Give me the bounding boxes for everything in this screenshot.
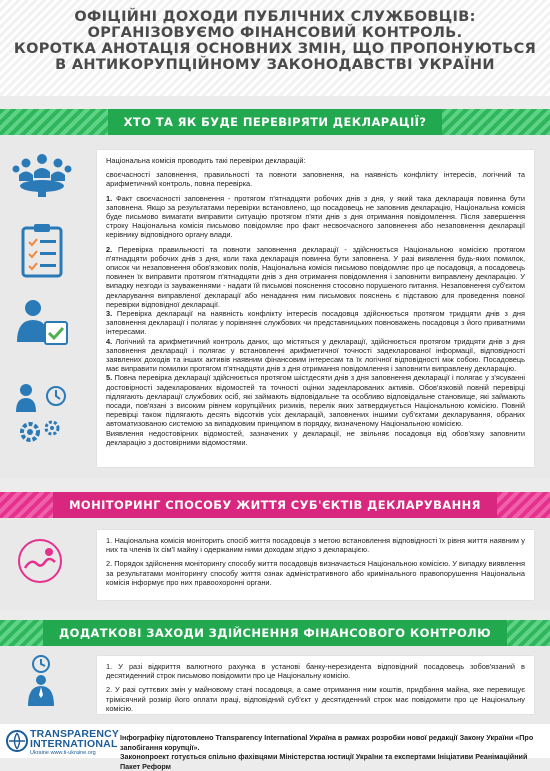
section-3-title-bar xyxy=(0,620,550,646)
meeting-people-icon xyxy=(12,150,72,198)
page-title-line-2: ОРГАНІЗОВУЄМО ФІНАНСОВИЙ КОНТРОЛЬ. xyxy=(87,25,463,41)
section-1-card xyxy=(97,150,534,467)
additional-paragraph-1: 1. У разі відкриття валютного рахунка в установі банку-нерезидента відповідний посадовець зобов'язаний в десятиденний строк письмово повідомити про це Національну комісію. xyxy=(106,662,525,681)
paragraph-2-number: 2. xyxy=(106,244,113,254)
paragraph-2 xyxy=(106,245,525,309)
org-subtitle: Ukraine www.ti-ukraine.org xyxy=(30,750,96,756)
section-3-title: ДОДАТКОВІ ЗАХОДИ ЗДІЙСНЕННЯ ФІНАНСОВОГО КОНТРОЛЮ xyxy=(43,620,507,646)
page-title-line-3: КОРОТКА АНОТАЦІЯ ОСНОВНИХ ЗМІН, ЩО ПРОПОНУЮТЬСЯ xyxy=(13,41,537,57)
paragraph-5-text: Повна перевірка декларації здійснюється протягом шістдесяти днів з дня заповнення декларації і полягає у з'ясуванні достовірності задекларованих відомостей та точності оцінки задекларованих активів. Обов'язковій повній перевірці підлягають декларації службових осіб, які займають відповідальне та особливо відповідальне становище, які займають посади, пов'язані з високим рівнем корупційних ризиків, перелік яких затверджується Національною комісією. Повній перевірці також підлягають десять відсотків усіх декларацій, заповнених іншими суб'єктами декларування, обраних автоматизованою системою за випадковим принципом в порядку, визначеному Національною комісією. xyxy=(106,373,525,429)
section-3-card xyxy=(97,656,534,714)
paragraph-5 xyxy=(106,373,525,428)
section-2-title: МОНІТОРИНГ СПОСОБУ ЖИТТЯ СУБ'ЄКТІВ ДЕКЛАРУВАННЯ xyxy=(53,492,497,518)
lifestyle-monitoring-icon xyxy=(17,538,63,584)
credit-line-2: Законопроект готується спільно фахівцями Міністерства юстиції України та експертами Ініціативи Реанімаційний Пакет Реформ xyxy=(120,752,528,771)
credit-line-1: Інфографіку підготовлено Transparency International Україна в рамках розробки нової редакції Закону України «Про запобігання корупції». xyxy=(120,733,534,752)
additional-paragraph-2: 2. У разі суттєвих змін у майновому стані посадовця, а саме отримання ним коштів, придбання майна, яке перевищує трімісячний розмір його оплати праці, відповідний суб'єкт у десятиденний строк має повідомити про це Національну комісію. xyxy=(106,685,525,713)
section-1-title: ХТО ТА ЯК БУДЕ ПЕРЕВІРЯТИ ДЕКЛАРАЦІЇ? xyxy=(108,109,443,135)
paragraph-4-text: Логічний та арифметичний контроль даних, що містяться у декларації, здійснюється протягом тридцяти днів з дня заповнення декларації і полягає у встановленні арифметичної точності задекларованої інформації, відповідності заявлених доходів та інших активів наявним фінансовим інтересам та їх логічної відповідності між собою. Посадовець має виправити помилки протягом п'ятнадцяти днів з дня отримання повідомлення і заповнити виправлену декларацію. xyxy=(106,336,525,374)
org-name xyxy=(30,729,119,749)
org-name-line-2: INTERNATIONAL xyxy=(30,738,118,750)
paragraph-1-number: 1. xyxy=(106,193,113,203)
section-2-title-bar xyxy=(0,492,550,518)
paragraph-1 xyxy=(106,194,525,240)
paragraph-1-text: Факт своєчасності заповнення - протягом п'ятнадцяти робочих днів з дня, у який така декларація повинна бути заповнена. Якщо за результатами перевірки встановлено, що посадовець не заповнив декларацію, Національна комісія буде письмово вимагати виправити ситуацію протягом п'яти днів з дня отримання повідомлення. Після завершення строку Національна комісія письмово повідомляє про факт несвоєчасного заповнення або незаповнення декларації керівнику відповідного органу влади. xyxy=(106,193,525,240)
check-types-text: своєчасності заповнення, правильності та повноти заповнення, на наявність конфлікту інтересів, логічний та арифметичний контроль, повна перевірка. xyxy=(106,170,525,189)
org-name-line-1: TRANSPARENCY xyxy=(30,728,120,740)
person-approved-icon xyxy=(15,298,69,350)
footer-credits xyxy=(120,733,545,771)
paragraph-6: Виявлення недостовірних відомостей, зазначених у декларації, не звільняє посадовця від обов'язку заповнити декларацію з достовірними відомостями. xyxy=(106,428,525,447)
page-title-line-1: ОФІЦІЙНІ ДОХОДИ ПУБЛІЧНИХ СЛУЖБОВЦІВ: xyxy=(74,9,476,25)
clipboard-checklist-icon xyxy=(20,222,64,278)
header xyxy=(0,0,550,96)
paragraph-3-number: 3. xyxy=(106,309,113,319)
paragraph-4-number: 4. xyxy=(106,336,113,346)
monitoring-paragraph-1: 1. Національна комісія моніторить спосіб життя посадовців з метою встановлення відповідності їх рівня життя наявним у них та членів їх сім'ї майну і одержаним ними доходам згідно з декларацією. xyxy=(106,536,525,555)
intro-text: Національна комісія проводить такі перевірки декларацій: xyxy=(106,156,306,165)
paragraph-5-number: 5. xyxy=(106,373,113,383)
section-1-title-bar xyxy=(0,109,550,135)
official-clock-icon xyxy=(20,654,62,708)
paragraph-2-text: Перевірка правильності та повноти заповнення декларації - здійснюється Національною комісією протягом п'ятнадцяти робочих днів з дня, коли така декларація повинна бути заповнена. У разі виявлення будь-яких помилок, описок чи незаповнення обов'язкових полів, Національна комісія письмово повідомляє про це посадовця, а посадовець повинен їх виправити протягом п'ятнадцяти днів з дня отримання повідомлення і заповнити виправлену декларацію. У випадку незгоди із зауваженнями - надати їй письмові пояснення стосовно порушеного питання. Незаповнення суб'єктом декларування виправленої декларації або ненадання ним письмових пояснень є підставою для проведення повної перевірки відповідної декларації. xyxy=(106,244,525,309)
transparency-international-logo xyxy=(6,730,28,752)
section-2-card xyxy=(97,530,534,600)
paragraph-4 xyxy=(106,337,525,374)
monitoring-paragraph-2: 2. Порядок здійснення моніторингу способу життя посадовців визначається Національною комісією. У випадку виявлення за результатами моніторингу способу життя ознак адміністративного або кримінального правопорушення Національна комісія інформує про них правоохоронні органи. xyxy=(106,559,525,587)
people-gears-icon xyxy=(12,382,72,446)
page-title-line-4: В АНТИКОРУПЦІЙНОМУ ЗАКОНОДАВСТВІ УКРАЇНИ xyxy=(55,57,495,73)
paragraph-3 xyxy=(106,309,525,337)
paragraph-3-text: Перевірка декларації на наявність конфлікту інтересів посадовця здійснюється протягом тридцяти днів з дня заповнення декларації і полягає у порівнянні службових чи представницьких повноважень посадовця з його приватними інтересами. xyxy=(106,309,525,337)
